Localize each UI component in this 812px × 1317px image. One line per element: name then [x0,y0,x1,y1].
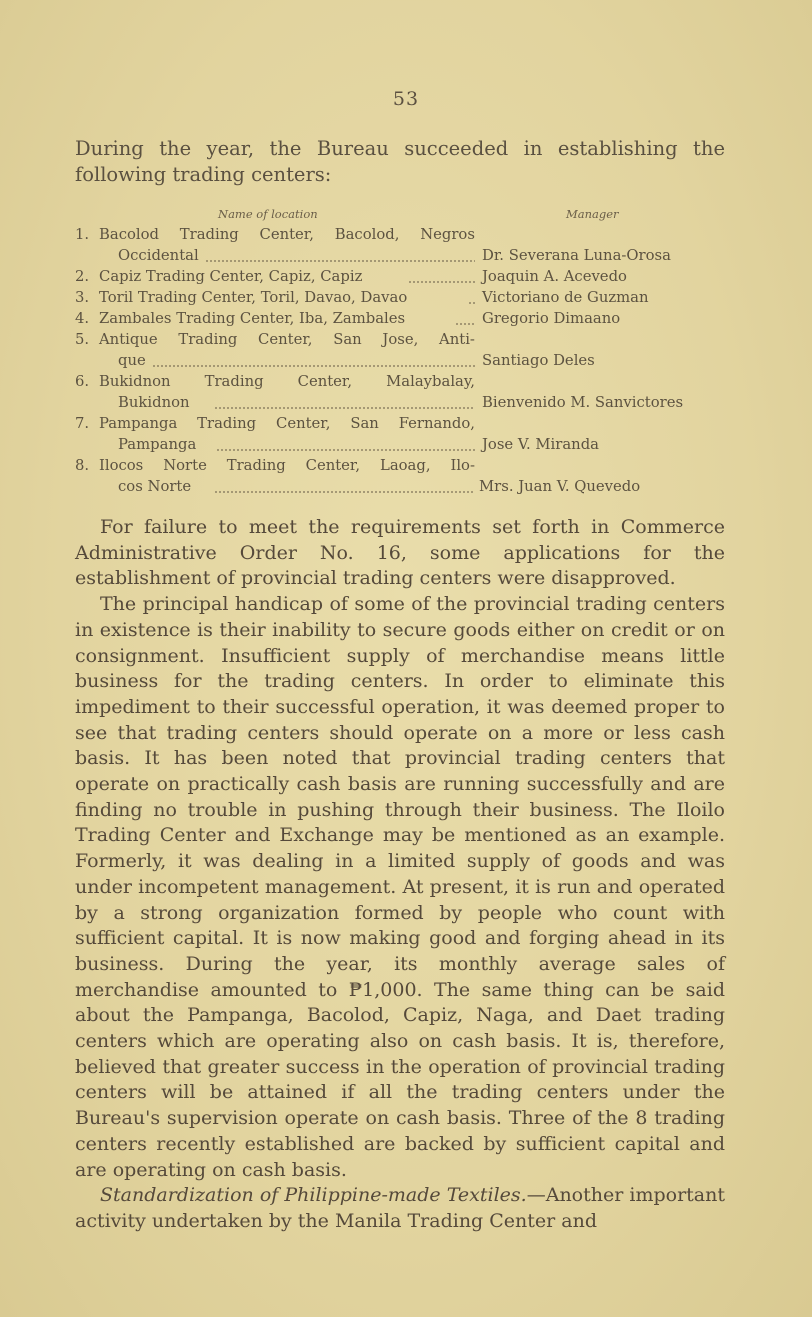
manager-name: Victoriano de Guzman [482,289,649,306]
item-number: 5. [75,331,90,348]
location-line: Ilocos Norte Trading Center, Laoag, Ilo- [99,457,475,474]
item-number: 7. [75,415,90,432]
location-line: Toril Trading Center, Toril, Davao, Davao [99,289,408,306]
dot-leader [455,308,475,329]
paragraph [75,1183,725,1234]
dot-leader [205,245,475,266]
manager-name: Gregorio Dimaano [482,310,621,327]
manager-column-header: Manager [566,207,619,221]
item-number: 1. [75,226,90,243]
location-continuation: Bukidnon [118,394,190,411]
location-line: Bacolod Trading Center, Bacolod, Negros [99,226,475,243]
manager-name: Mrs. Juan V. Quevedo [479,478,641,495]
location-continuation: Pampanga [118,436,197,453]
dot-leader [468,287,477,308]
location-line: Pampanga Trading Center, San Fernando, [99,415,475,432]
dot-leader [214,392,475,413]
manager-name: Santiago Deles [482,352,595,369]
manager-name: Joaquin A. Acevedo [482,268,627,285]
location-line: Capiz Trading Center, Capiz, Capiz [99,268,363,285]
paragraph: The principal handicap of some of the provincial trading centers in existence is their inability to secure goods either on credit or on consignment. Insufficient supply of merchandise means little business for the trading centers. In order to eliminate this impediment to their successful operation, it was deemed proper to see that trading centers should operate on a more or less cash basis. It has been noted that provincial trading centers that operate on practically cash basis are running successfully and are finding no trouble in pushing through their business. The Iloilo Trading Center and Exchange may be mentioned as an example. Formerly, it was dealing in a limited supply of goods and was under incompetent management. At present, it is run and operated by a strong organization formed by people who count with sufficient capital. It is now making good and forging ahead in its business. During the year, its monthly average sales of merchandise amounted to ₱1,000. The same thing can be said about the Pampanga, Bacolod, Capiz, Naga, and Daet trading centers which are operating also on cash basis. It is, therefore, believed that greater success in the operation of provincial trading centers will be attained if all the trading centers under the Bureau's supervision operate on cash basis. Three of the 8 trading centers recently established are backed by sufficient capital and are operating on cash basis. [75,593,725,1181]
location-continuation: Occidental [118,247,199,264]
dot-leader [216,434,475,455]
item-number: 8. [75,457,90,474]
paragraph-text: —Another important activity undertaken by the Manila Trading Center and [75,1184,725,1232]
item-number: 3. [75,289,90,306]
location-continuation: que [118,352,146,369]
item-number: 6. [75,373,90,390]
page-number: 53 [392,88,420,110]
manager-name: Bienvenido M. Sanvictores [482,394,684,411]
item-number: 2. [75,268,90,285]
manager-name: Jose V. Miranda [482,436,600,453]
dot-leader [152,350,475,371]
location-line: Antique Trading Center, San Jose, Anti- [99,331,475,348]
item-number: 4. [75,310,90,327]
location-continuation: cos Norte [118,478,192,495]
location-column-header: Name of location [218,207,318,221]
dot-leader [214,476,475,497]
section-heading: Standardization of Philippine-made Textiles. [100,1184,527,1207]
dot-leader [408,266,475,287]
intro-paragraph: During the year, the Bureau succeeded in establishing the following trading centers: [75,137,725,186]
location-line: Bukidnon Trading Center, Malaybalay, [99,373,475,390]
location-line: Zambales Trading Center, Iba, Zambales [99,310,406,327]
body-text [75,515,725,1235]
paragraph: For failure to meet the requirements set forth in Commerce Administrative Order No. 16, some applications for the establishment of provincial trading centers were disapproved. [75,516,725,590]
manager-name: Dr. Severana Luna-Orosa [482,247,671,264]
